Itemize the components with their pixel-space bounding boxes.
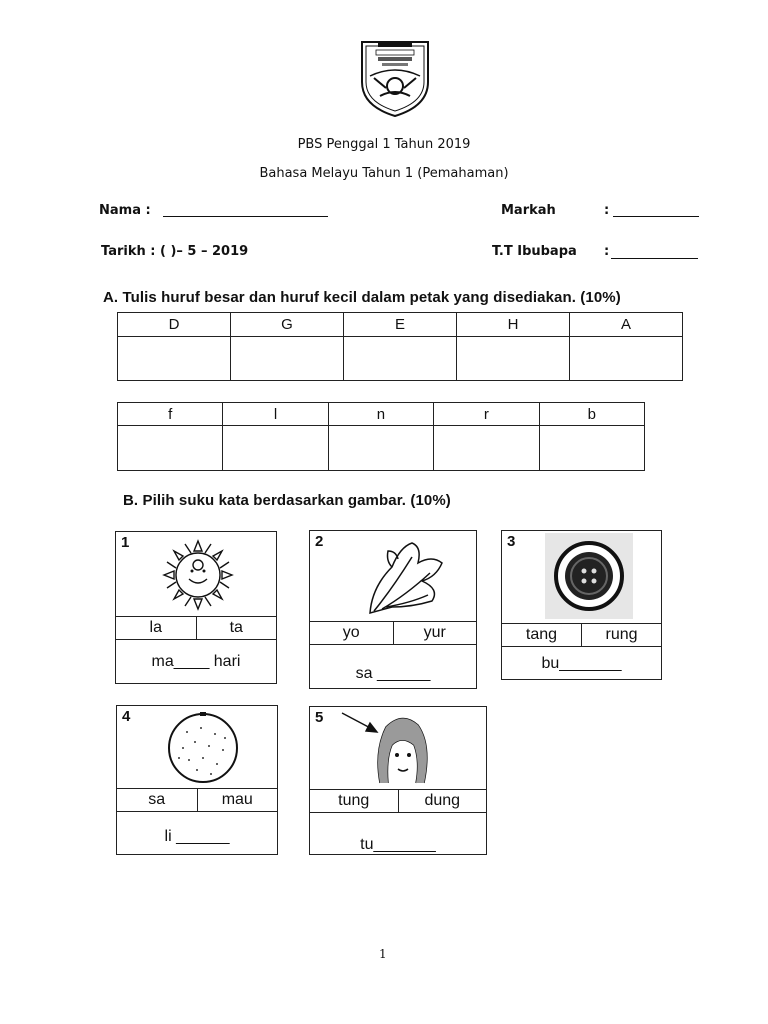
answer-cell[interactable] <box>344 337 457 381</box>
lime-fruit-icon <box>163 708 243 791</box>
markah-line[interactable] <box>613 216 699 217</box>
tt-colon: : <box>604 244 610 259</box>
markah-label: Markah <box>501 203 556 218</box>
answer-cell[interactable] <box>434 426 539 471</box>
answer-cell[interactable] <box>539 426 644 471</box>
nama-line[interactable] <box>163 216 328 217</box>
syllable-option[interactable]: yur <box>393 622 477 644</box>
picture-card-5 <box>309 706 487 855</box>
answer-prompt: bu_______ <box>541 655 622 672</box>
vegetable-icon <box>362 537 452 622</box>
answer-prompt: li ______ <box>164 828 230 845</box>
letter-cell: n <box>328 403 433 426</box>
section-a-table-2 <box>117 402 645 471</box>
letter-cell: r <box>434 403 539 426</box>
card-number: 1 <box>121 534 130 551</box>
card-number: 5 <box>315 709 324 726</box>
tarikh-label: Tarikh : ( )– 5 – 2019 <box>101 244 249 259</box>
nama-label: Nama : <box>99 203 151 218</box>
picture-card-3 <box>501 530 662 680</box>
syllable-option[interactable]: la <box>149 619 162 636</box>
syllable-options <box>310 621 476 645</box>
picture-card-4 <box>116 705 278 855</box>
syllable-option[interactable]: sa <box>148 791 166 808</box>
letter-cell: D <box>118 313 231 337</box>
answer-cell[interactable] <box>118 337 231 381</box>
syllable-option[interactable]: ta <box>196 617 277 639</box>
letter-cell: G <box>231 313 344 337</box>
syllable-options <box>502 623 661 647</box>
answer-prompt: sa ______ <box>355 665 431 682</box>
syllable-option[interactable]: rung <box>581 624 661 646</box>
tt-ibubapa-label: T.T Ibubapa <box>492 244 577 259</box>
header-line-2: Bahasa Melayu Tahun 1 (Pemahaman) <box>259 166 509 181</box>
answer-cell[interactable] <box>118 426 223 471</box>
letter-cell: l <box>223 403 328 426</box>
answer-cell[interactable] <box>328 426 433 471</box>
card-number: 2 <box>315 533 324 550</box>
header-line-1: PBS Penggal 1 Tahun 2019 <box>297 137 471 152</box>
sun-icon <box>158 535 238 618</box>
letter-cell: H <box>457 313 570 337</box>
section-b-title: B. Pilih suku kata berdasarkan gambar. (10%) <box>123 492 451 509</box>
syllable-options <box>116 616 276 640</box>
answer-prompt: tu_______ <box>360 836 436 853</box>
answer-prompt: ma____ hari <box>151 653 241 670</box>
button-icon <box>545 533 633 619</box>
answer-cell[interactable] <box>570 337 683 381</box>
section-a-title: A. Tulis huruf besar dan huruf kecil dalam petak yang disediakan. (10%) <box>103 289 621 306</box>
school-crest-logo <box>356 36 434 118</box>
syllable-options <box>310 789 486 813</box>
letter-cell: f <box>118 403 223 426</box>
picture-card-2 <box>309 530 477 689</box>
answer-cell[interactable] <box>231 337 344 381</box>
markah-colon: : <box>604 203 610 218</box>
letter-cell: b <box>539 403 644 426</box>
syllable-option[interactable]: tung <box>338 792 370 809</box>
letter-cell: E <box>344 313 457 337</box>
tt-ibubapa-line[interactable] <box>611 258 698 259</box>
syllable-options <box>117 788 277 812</box>
section-a-table-1 <box>117 312 683 381</box>
woman-headscarf-icon <box>340 711 440 792</box>
syllable-option[interactable]: tang <box>525 626 558 643</box>
answer-cell[interactable] <box>223 426 328 471</box>
card-number: 3 <box>507 533 516 550</box>
syllable-option[interactable]: yo <box>342 624 360 641</box>
letter-cell: A <box>570 313 683 337</box>
picture-card-1 <box>115 531 277 684</box>
syllable-option[interactable]: mau <box>197 789 278 811</box>
syllable-option[interactable]: dung <box>398 790 487 812</box>
card-number: 4 <box>122 708 131 725</box>
answer-cell[interactable] <box>457 337 570 381</box>
page-number: 1 <box>379 947 387 961</box>
